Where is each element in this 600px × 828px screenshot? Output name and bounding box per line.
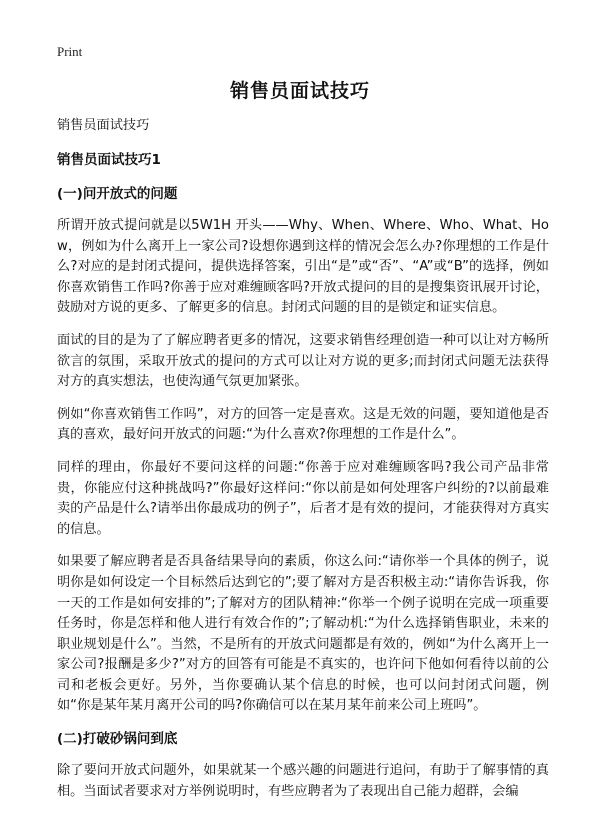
paragraph: 例如“你喜欢销售工作吗”，对方的回答一定是喜欢。这是无效的问题，要知道他是否真的喜欢，最好问开放式的问题:“为什么喜欢?你理想的工作是什么”。 bbox=[57, 406, 549, 443]
section-heading-follow-up: (二)打破砂锅问到底 bbox=[57, 731, 178, 748]
section-heading-main: 销售员面试技巧1 bbox=[57, 152, 161, 168]
paragraph: 面试的目的是为了了解应聘者更多的情况，这要求销售经理创造一种可以让对方畅所欲言的氛围，采取开放式的提问的方式可以让对方说的更多;而封闭式问题无法获得对方的真实想法，也使沟通气氛更加紧张。 bbox=[57, 332, 549, 390]
paragraph: 除了要问开放式问题外，如果就某一个感兴趣的问题进行追问，有助于了解事情的真相。当面试者要求对方举例说明时，有些应聘者为了表现出自己能力超群，会编 bbox=[57, 763, 549, 799]
paragraph: 所谓开放式提问就是以5W1H 开头——Why、When、Where、Who、What、How，例如为什么离开上一家公司?设想你遇到这样的情况会怎么办?你理想的工作是什么?对应的是封闭式提问，提供选择答案，引出“是”或“否”、“A”或“B”的选择，例如你喜欢销售工作吗?你善于应对难缠顾客吗?开放式提问的目的是搜集资讯展开讨论，鼓励对方说的更多、了解更多的信息。封闭式问题的目的是锁定和证实信息。 bbox=[57, 218, 549, 316]
document-title: 销售员面试技巧 bbox=[229, 80, 370, 102]
paragraph: 如果要了解应聘者是否具备结果导向的素质，你这么问:“请你举一个具体的例子，说明你是如何设定一个目标然后达到它的”;要了解对方是否积极主动:“请你告诉我，你一天的工作是如何安排的”;了解对方的团队精神:“你举一个例子说明在完成一项重要任务时，你是怎样和他人进行有效合作的”;了解动机:“为什么选择销售职业，未来的职业规划是什么”。当然，不是所有的开放式问题都是有效的，例如“为什么离开上一家公司?报酬是多少?”对方的回答有可能是不真实的，也许问下他如何看待以前的公司和老板会更好。另外，当你要确认某个信息的时候，也可以问封闭式问题，例如“你是某年某月离开公司的吗?你确信可以在某月某年前来公司上班吗”。 bbox=[57, 554, 549, 714]
paragraph: 同样的理由，你最好不要问这样的问题:“你善于应对难缠顾客吗?我公司产品非常贵，你能应付这种挑战吗?”你最好这样问:“你以前是如何处理客户纠纷的?以前最难卖的产品是什么?请举出你最成功的例子”，后者才是有效的提问，才能获得对方真实的信息。 bbox=[57, 459, 549, 537]
document-body bbox=[57, 116, 549, 814]
document-subtitle: 销售员面试技巧 bbox=[57, 118, 150, 133]
section-heading-open-questions: (一)问开放式的问题 bbox=[57, 186, 178, 202]
print-label: Print bbox=[57, 44, 83, 59]
